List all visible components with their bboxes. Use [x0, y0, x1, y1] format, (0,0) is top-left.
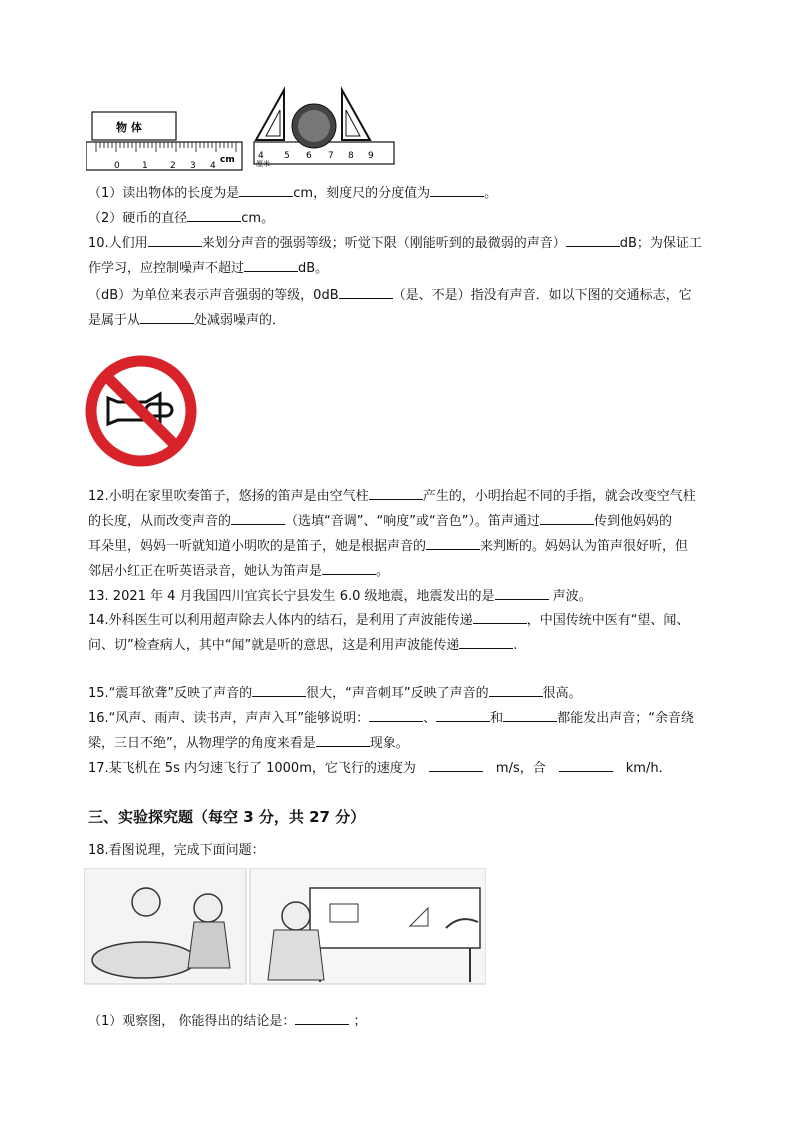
rtick-4: 4: [258, 151, 264, 161]
object-label: 物 体: [116, 121, 142, 134]
q11-2: 是属于从 处减弱噪声的．: [88, 313, 286, 328]
q16-2: 梁，三日不绝”，从物理学的角度来看是 现象。: [88, 736, 409, 751]
q13: 13. 2021 年 4 月我国四川宜宾长宁县发生 6.0 级地震，地震发出的是 声波。: [88, 589, 592, 604]
q18: 18.看图说理，完成下面问题：: [88, 843, 265, 858]
rtick-7: 7: [328, 151, 334, 161]
q18-1: （1）观察图， 你能得出的结论是： ；: [88, 1014, 367, 1029]
student-head: [282, 902, 310, 930]
q17: 17.某飞机在 5s 内匀速飞行了 1000m，它飞行的速度为 m/s，合 km/h．: [88, 761, 672, 776]
q11-1: （dB）为单位来表示声音强弱的等级，0dB （是、不是）指没有声音．如以下图的交通标志，它: [88, 288, 692, 303]
tick-1: 1: [142, 161, 148, 171]
no-horn-sign: [84, 354, 198, 468]
q10-1: 10.人们用 来划分声音的强弱等级；听觉下限（刚能听到的最微弱的声音） dB；为保证工: [88, 236, 702, 251]
tick-0: 0: [114, 161, 120, 171]
rtick-9: 9: [368, 151, 374, 161]
boy-head: [132, 888, 160, 916]
girl-head: [194, 894, 222, 922]
q14-1: 14.外科医生可以利用超声除去人体内的结石，是利用了声波能传递 ，中国传统中医有“望、闻、: [88, 613, 690, 628]
fish-tank: [92, 942, 196, 978]
q12-1: 12.小明在家里吹奏笛子，悠扬的笛声是由空气柱 产生的，小明抬起不同的手指，就会改变空气柱: [88, 489, 696, 504]
q15: 15.“震耳欲聋”反映了声音的 很大，“声音刺耳”反映了声音的 很高。: [88, 686, 582, 701]
q14-2: 问、切”检查病人，其中“闻”就是听的意思，这是利用声波能传递 .: [88, 638, 518, 653]
tick-2: 2: [170, 161, 176, 171]
q12-3: 耳朵里，妈妈一听就知道小明吹的是笛子，她是根据声音的 来判断的。妈妈认为笛声很好听，但: [88, 539, 689, 554]
q12-2: 的长度，从而改变声音的 （选填“音调”、“响度”或“音色”）。笛声通过 传到他妈妈的: [88, 514, 672, 529]
unit-cm: cm: [220, 155, 235, 165]
experiment-illustration: [84, 868, 486, 986]
q10-2: 作学习，应控制噪声不超过 dB。: [88, 261, 329, 276]
section-3-heading: 三、实验探究题（每空 3 分，共 27 分）: [88, 808, 366, 826]
unit-limi: 厘米: [256, 160, 270, 168]
q12-4: 邻居小红正在听英语录音，她认为笛声是 。: [88, 564, 390, 579]
q9-1: （1）读出物体的长度为是 cm，刻度尺的分度值为 。: [88, 186, 498, 201]
rtick-6: 6: [306, 151, 312, 161]
ruler-figure: [86, 86, 398, 174]
tick-3: 3: [190, 161, 196, 171]
tick-4: 4: [210, 161, 216, 171]
rtick-5: 5: [284, 151, 290, 161]
book: [330, 904, 358, 922]
q16-1: 16.“风声、雨声、读书声，声声入耳”能够说明： 、 和 都能发出声音；“余音绕: [88, 711, 694, 726]
q9-2: （2）硬币的直径 cm。: [88, 211, 275, 226]
rtick-8: 8: [348, 151, 354, 161]
